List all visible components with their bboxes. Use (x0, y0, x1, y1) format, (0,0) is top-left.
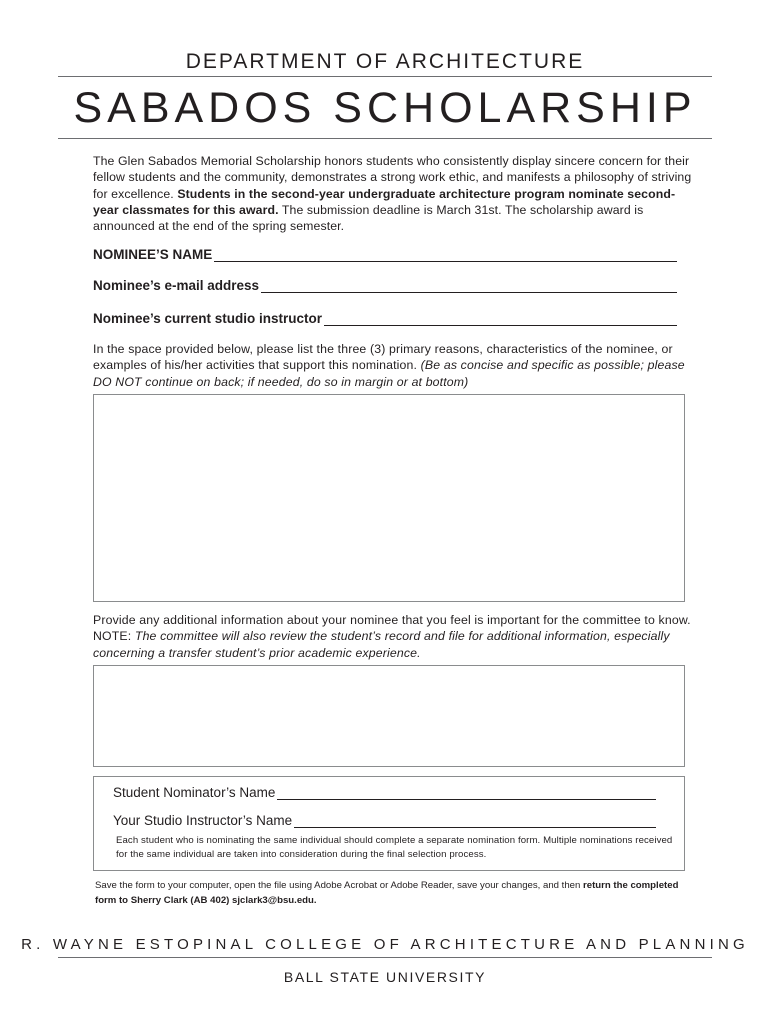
intro-text-end: The submission deadline is March 31st. The scholarship award is announced at the end of the spring semester. (93, 202, 644, 234)
nominee-instructor-field (93, 308, 677, 326)
reasons-instructions (93, 341, 693, 390)
page-title: SABADOS SCHOLARSHIP (73, 84, 697, 132)
nominee-email-label: Nominee’s e-mail address (93, 278, 260, 293)
nominee-email-field (93, 275, 677, 293)
additional-info-text-area[interactable] (93, 665, 685, 767)
studio-instructor-label: Your Studio Instructor’s Name (113, 813, 293, 828)
multiple-nominations-note: Each student who is nominating the same individual should complete a separate nomination form. Multiple nominations received for the same individual are taken into consideration during the final selection process. (116, 835, 673, 860)
reasons-text-area[interactable] (93, 394, 685, 602)
save-text: Save the form to your computer, open the file using Adobe Acrobat or Adobe Reader, save your changes, and then (95, 880, 584, 891)
nominee-email-input[interactable] (261, 277, 677, 293)
submission-instructions (95, 878, 695, 908)
intro-bold-text: Students in the second-year undergraduate architecture program nominate second-year classmates for this award. (93, 186, 676, 217)
footer-divider (58, 957, 712, 958)
college-name: R. WAYNE ESTOPINAL COLLEGE OF ARCHITECTURE AND PLANNING (21, 936, 749, 953)
nominee-name-input[interactable] (214, 246, 677, 262)
student-nominator-label: Student Nominator’s Name (113, 785, 276, 800)
nominee-instructor-input[interactable] (324, 310, 677, 326)
university-name: BALL STATE UNIVERSITY (283, 969, 487, 985)
intro-text: The Glen Sabados Memorial Scholarship honors students who consistently display sincere concern for their fellow students and the community, demonstrates a strong work ethic, and manifests a philosophy of striving for excellence. (93, 154, 692, 201)
studio-instructor-input[interactable] (294, 812, 656, 828)
department-heading: DEPARTMENT OF ARCHITECTURE (185, 50, 585, 73)
top-divider (58, 76, 712, 77)
reasons-italic-text: (Be as concise and specific as possible; please DO NOT continue on back; if needed, do so in margin or at bottom) (93, 358, 685, 389)
studio-instructor-field (113, 810, 656, 828)
nominee-name-field (93, 244, 677, 262)
student-nominator-field (113, 782, 656, 800)
additional-text: Provide any additional information about your nominee that you feel is important for the committee to know. NOTE: (93, 613, 691, 644)
title-divider (58, 138, 712, 139)
additional-info-instructions (93, 612, 693, 661)
reasons-text: In the space provided below, please list the three (3) primary reasons, characteristics of the nominee, or examples of his/her activities that support this nomination. (93, 342, 673, 373)
additional-italic-text: The committee will also review the student’s record and file for additional information, especially concerning a transfer student’s prior academic experience. (93, 629, 670, 660)
return-form-text: return the completed form to Sherry Clark (AB 402) sjclark3@bsu.edu. (95, 880, 679, 906)
nominee-name-label: NOMINEE’S NAME (93, 247, 213, 262)
intro-paragraph (93, 153, 693, 234)
nominee-instructor-label: Nominee’s current studio instructor (93, 311, 323, 326)
student-nominator-input[interactable] (277, 784, 656, 800)
